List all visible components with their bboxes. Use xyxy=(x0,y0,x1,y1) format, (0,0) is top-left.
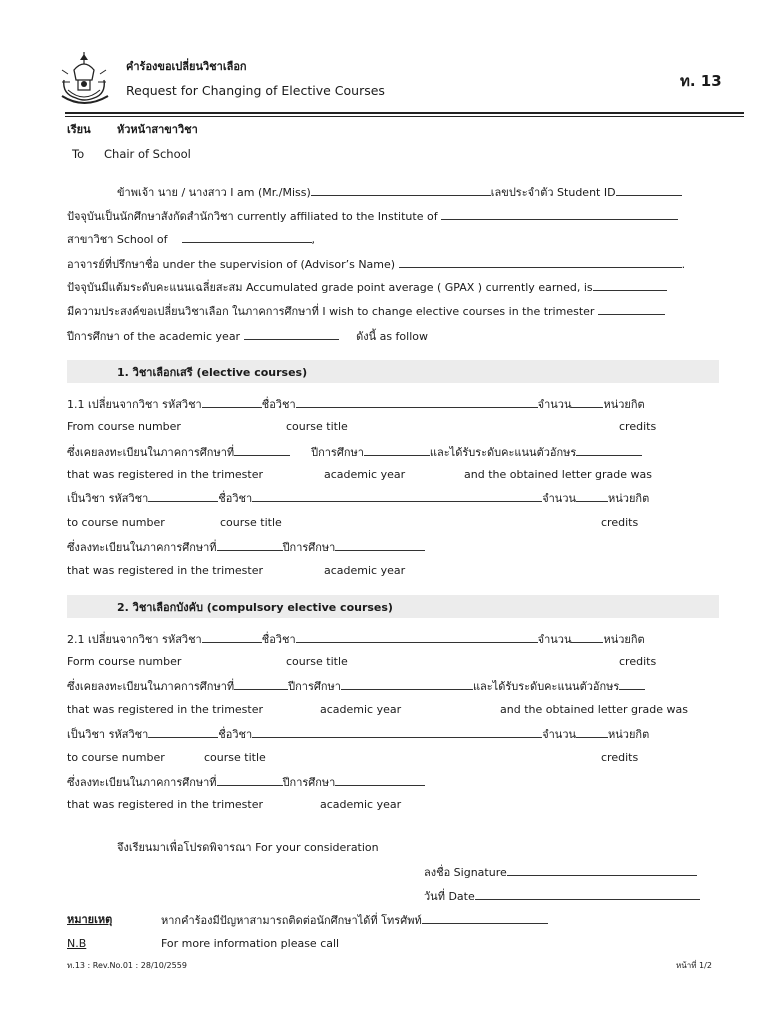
s2-registered-trimester-en: that was registered in the trimester xyxy=(67,703,264,716)
advisor-label: อาจารย์ที่ปรึกษาชื่อ under the supervision of (Advisor’s Name) xyxy=(67,258,396,271)
form-title-thai: คำร้องขอเปลี่ยนวิชาเลือก xyxy=(126,60,247,73)
s1-to-course-title-en: course title xyxy=(220,516,282,529)
closing-text: จึงเรียนมาเพื่อโปรดพิจารณา For your consideration xyxy=(117,841,379,854)
s2-credits-label: จำนวน xyxy=(537,633,572,646)
header-rule-thick xyxy=(65,112,744,114)
trimester-field[interactable] xyxy=(598,304,665,315)
s1-grade-field[interactable] xyxy=(576,445,642,456)
s1-to-credits-label: จำนวน xyxy=(542,492,577,505)
s1-registered-row xyxy=(67,445,642,459)
s1-from-credits-field[interactable] xyxy=(571,397,603,408)
s2-registered-row xyxy=(67,679,645,693)
note-label-english: N.B xyxy=(67,937,87,950)
s1-credits-en: credits xyxy=(619,420,657,433)
s1-to-course-row xyxy=(67,491,649,505)
s1-to-credits-en: credits xyxy=(601,516,639,529)
student-id-field[interactable] xyxy=(616,185,682,196)
gpax-label: ปัจจุบันมีแต้มระดับคะแนนเฉลี่ยสะสม Accumulated grade point average ( GPAX ) currently earned, is xyxy=(67,281,593,294)
addressee-value-thai: หัวหน้าสาขาวิชา xyxy=(117,123,198,136)
s2-to-course-row xyxy=(67,727,649,741)
advisor-field[interactable] xyxy=(399,257,682,268)
s2-to-course-title-en: course title xyxy=(204,751,266,764)
s1-to-course-title-label: ชื่อวิชา xyxy=(218,492,253,505)
s2-to-course-title-label: ชื่อวิชา xyxy=(218,728,253,741)
advisor-period: . xyxy=(681,258,686,271)
signature-field[interactable] xyxy=(507,865,697,876)
s2-to-academic-year-label: ปีการศึกษา xyxy=(282,776,336,789)
s2-to-course-label: เป็นวิชา รหัสวิชา xyxy=(67,728,149,741)
s1-to-course-title-field[interactable] xyxy=(252,491,542,502)
s1-from-course-number-en: From course number xyxy=(67,420,181,433)
s1-to-course-number-field[interactable] xyxy=(148,491,218,502)
s2-from-course-row xyxy=(67,632,645,646)
academic-year-label: ปีการศึกษา of the academic year xyxy=(67,330,241,343)
s2-to-course-title-field[interactable] xyxy=(252,727,542,738)
intro-line-trimester xyxy=(67,304,665,318)
footer-page-number: หน้าที่ 1/2 xyxy=(676,961,712,970)
s1-grade-en: and the obtained letter grade was xyxy=(464,468,652,481)
intro-line-academic-year xyxy=(67,329,428,343)
signature-label: ลงชื่อ Signature xyxy=(424,866,507,879)
s2-from-credits-field[interactable] xyxy=(571,632,603,643)
s2-to-credit-unit: หน่วยกิต xyxy=(608,728,650,741)
s2-credit-unit: หน่วยกิต xyxy=(603,633,645,646)
s2-to-registered-row xyxy=(67,775,425,789)
s1-from-course-row xyxy=(67,397,645,411)
note-label-thai: หมายเหตุ xyxy=(67,913,113,926)
intro-line-gpax xyxy=(67,280,667,294)
s1-to-registered-trimester-en: that was registered in the trimester xyxy=(67,564,264,577)
s1-from-course-title-field[interactable] xyxy=(296,397,538,408)
institute-field[interactable] xyxy=(441,209,678,220)
intro-line-name xyxy=(117,185,682,199)
name-field[interactable] xyxy=(311,185,491,196)
s2-from-course-number-field[interactable] xyxy=(202,632,262,643)
school-field[interactable] xyxy=(182,232,312,243)
s1-to-registered-trimester-field[interactable] xyxy=(217,540,283,551)
s2-to-credits-en: credits xyxy=(601,751,639,764)
footer-revision: ท.13 : Rev.No.01 : 28/10/2559 xyxy=(67,961,187,970)
institution-seal-logo xyxy=(58,50,120,108)
s1-registered-trimester-field[interactable] xyxy=(234,445,290,456)
s1-to-credits-field[interactable] xyxy=(576,491,608,502)
phone-field[interactable] xyxy=(422,913,548,924)
gpax-field[interactable] xyxy=(593,280,667,291)
s1-from-course-number-field[interactable] xyxy=(202,397,262,408)
s1-to-credit-unit: หน่วยกิต xyxy=(608,492,650,505)
s2-to-registered-trimester-label: ซึ่งลงทะเบียนในภาคการศึกษาที่ xyxy=(67,776,217,789)
s2-grade-field[interactable] xyxy=(619,679,645,690)
form-title-english: Request for Changing of Elective Courses xyxy=(126,83,385,98)
header-rule-thin xyxy=(65,116,744,117)
addressee-label-thai: เรียน xyxy=(67,123,91,136)
s2-academic-year-field[interactable] xyxy=(341,679,473,690)
trimester-label: มีความประสงค์ขอเปลี่ยนวิชาเลือก ในภาคการศึกษาที่ I wish to change elective courses in the trimester xyxy=(67,305,595,318)
date-field[interactable] xyxy=(475,889,700,900)
s1-credits-label: จำนวน xyxy=(537,398,572,411)
addressee-value-english: Chair of School xyxy=(104,147,191,161)
note-text-thai-row xyxy=(161,913,548,927)
s2-registered-trimester-label: ซึ่งเคยลงทะเบียนในภาคการศึกษาที่ xyxy=(67,680,235,693)
date-label: วันที่ Date xyxy=(424,890,475,903)
s2-from-course-number-en: Form course number xyxy=(67,655,182,668)
intro-line-institute xyxy=(67,209,678,223)
s2-from-course-label: 2.1 เปลี่ยนจากวิชา รหัสวิชา xyxy=(67,633,202,646)
s1-to-registered-row xyxy=(67,540,425,554)
intro-line-advisor xyxy=(67,257,685,271)
s2-course-title-en: course title xyxy=(286,655,348,668)
s1-academic-year-en: academic year xyxy=(324,468,406,481)
intro-line-school xyxy=(67,232,315,246)
section2-heading: 2. วิชาเลือกบังคับ (compulsory elective courses) xyxy=(117,601,393,614)
form-code: ท. 13 xyxy=(680,72,722,90)
s2-to-credits-label: จำนวน xyxy=(542,728,577,741)
s1-to-course-number-en: to course number xyxy=(67,516,165,529)
date-row xyxy=(424,889,700,903)
s1-credit-unit: หน่วยกิต xyxy=(603,398,645,411)
s1-to-course-label: เป็นวิชา รหัสวิชา xyxy=(67,492,149,505)
name-label: ข้าพเจ้า นาย / นางสาว I am (Mr./Miss) xyxy=(117,186,311,199)
signature-row xyxy=(424,865,697,879)
s1-to-registered-trimester-label: ซึ่งลงทะเบียนในภาคการศึกษาที่ xyxy=(67,541,217,554)
s2-grade-label: และได้รับระดับคะแนนตัวอักษร xyxy=(472,680,620,693)
section1-heading: 1. วิชาเลือกเสรี (elective courses) xyxy=(117,366,308,379)
s1-academic-year-label: ปีการศึกษา xyxy=(311,446,364,459)
s2-to-credits-field[interactable] xyxy=(576,727,608,738)
school-comma: , xyxy=(311,233,316,246)
s2-to-academic-year-field[interactable] xyxy=(335,775,425,786)
note-text-thai: หากคำร้องมีปัญหาสามารถติดต่อนักศึกษาได้ที่ โทรศัพท์ xyxy=(161,914,422,927)
s1-to-academic-year-label: ปีการศึกษา xyxy=(282,541,336,554)
s2-to-registered-trimester-en: that was registered in the trimester xyxy=(67,798,264,811)
s1-academic-year-field[interactable] xyxy=(364,445,430,456)
academic-year-field[interactable] xyxy=(244,329,339,340)
s2-academic-year-label: ปีการศึกษา xyxy=(288,680,341,693)
s1-course-title-label: ชื่อวิชา xyxy=(261,398,296,411)
s1-registered-trimester-label: ซึ่งเคยลงทะเบียนในภาคการศึกษาที่ xyxy=(67,446,235,459)
student-id-label: เลขประจำตัว Student ID xyxy=(490,186,616,199)
s2-to-course-number-field[interactable] xyxy=(148,727,218,738)
s2-registered-trimester-field[interactable] xyxy=(234,679,288,690)
s2-academic-year-en: academic year xyxy=(320,703,402,716)
s2-to-course-number-en: to course number xyxy=(67,751,165,764)
s1-to-academic-year-field[interactable] xyxy=(335,540,425,551)
s1-course-title-en: course title xyxy=(286,420,348,433)
as-follow-label: ดังนี้ as follow xyxy=(356,330,429,343)
s1-from-course-label: 1.1 เปลี่ยนจากวิชา รหัสวิชา xyxy=(67,398,202,411)
institute-label: ปัจจุบันเป็นนักศึกษาสังกัดสำนักวิชา currently affiliated to the Institute of xyxy=(67,210,438,223)
s2-course-title-label: ชื่อวิชา xyxy=(261,633,296,646)
addressee-label-english: To xyxy=(72,147,85,161)
s2-credits-en: credits xyxy=(619,655,657,668)
note-text-english: For more information please call xyxy=(161,937,340,950)
s1-to-academic-year-en: academic year xyxy=(324,564,406,577)
s1-registered-trimester-en: that was registered in the trimester xyxy=(67,468,264,481)
school-label: สาขาวิชา School of xyxy=(67,233,168,246)
s2-to-registered-trimester-field[interactable] xyxy=(217,775,283,786)
s2-grade-en: and the obtained letter grade was xyxy=(500,703,688,716)
s1-grade-label: และได้รับระดับคะแนนตัวอักษร xyxy=(429,446,577,459)
s2-from-course-title-field[interactable] xyxy=(296,632,538,643)
s2-to-academic-year-en: academic year xyxy=(320,798,402,811)
